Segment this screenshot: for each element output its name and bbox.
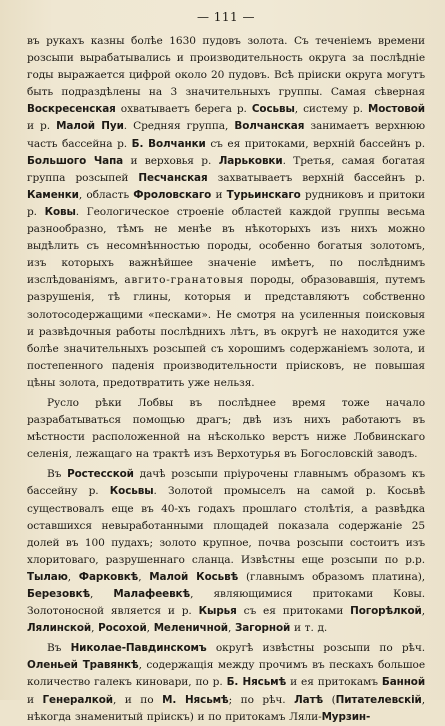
text-run: и р. — [27, 120, 57, 133]
place-name: Ростесской — [67, 468, 134, 481]
text-run: и верховья р. — [123, 154, 219, 167]
text-run: , содержащія между прочимъ въ пескахъ большое количество галекъ киновари, по р. — [27, 659, 425, 689]
text-run: Въ — [47, 642, 71, 655]
text-run: Въ — [47, 468, 68, 481]
text-run: . Средняя группа, — [123, 120, 235, 133]
place-name: Каменки — [27, 188, 79, 201]
text-run: и т. д. — [290, 622, 328, 635]
text-run: и — [211, 188, 227, 201]
place-name: Загорной — [234, 622, 291, 635]
text-run: съ ея притоками, верхній бассейнъ р. — [205, 137, 425, 150]
place-name: Росохой — [98, 622, 147, 635]
text-run: округѣ извѣстны розсыпи по рѣч. — [206, 642, 425, 655]
text-run: охватываетъ берега р. — [115, 103, 252, 116]
text-run: занимаетъ верхнюю часть бассейна р. — [27, 120, 425, 150]
text-run: ( — [323, 693, 336, 706]
text-run: , — [91, 622, 99, 635]
text-run: . Геологическое строеніе областей каждой группы весьма разнообразно, тѣмъ не менѣе въ нѣкоторыхъ изъ нихъ можно выдѣлить съ несомнѣнностью породы, особенно богатыя золотомъ, изъ которыхъ важнѣйшее значеніе имѣетъ, по послѣднимъ изслѣдованіямъ, — [27, 205, 425, 287]
text-run: , — [138, 570, 150, 583]
place-name: Кырья — [198, 605, 237, 618]
text-run: и — [27, 693, 43, 706]
text-run: , — [67, 570, 79, 583]
place-name: Б. Волчанки — [131, 137, 206, 150]
text-run: , являющимися притоками Ковы. Золотоносной является и р. — [27, 588, 425, 618]
place-name: Сосьвы — [251, 103, 295, 116]
place-name: Латѣ — [294, 693, 324, 706]
text-run: , систему р. — [294, 103, 368, 116]
text-run: дачѣ розсыпи пріурочены главнымъ образомъ къ бассейну р. — [27, 468, 425, 498]
place-name: Малой Пуи — [56, 120, 124, 133]
place-name: Песчанская — [138, 171, 208, 184]
text-run: и ея притокамъ — [286, 676, 382, 689]
place-name: Ковы — [44, 205, 76, 218]
place-name: Воскресенская — [27, 103, 116, 116]
place-name: Фроловскаго — [133, 188, 212, 201]
place-name: Банной — [381, 676, 425, 689]
place-name: Николае-Павдинскомъ — [70, 642, 207, 655]
text-run: въ рукахъ казны болѣе 1630 пудовъ золота. Съ теченіемъ времени розсыпи вырабатывались и производительность округа за послѣдніе годы выражается цифрой около 20 пудовъ. Всѣ пріиски округа могутъ быть подраздѣлены на 3 значительныхъ группы. Самая сѣверная — [27, 35, 425, 99]
spaced-term: авгито-гранатовыя — [124, 274, 244, 287]
page-number: — 111 — — [196, 10, 256, 24]
text-run: , — [146, 622, 154, 635]
place-name: Лялинской — [27, 622, 92, 635]
paragraph-3 — [27, 466, 425, 637]
text-run: Русло рѣки Лобвы въ послѣднее время тоже начало разрабатываться помощью драгъ; двѣ изъ нихъ работаютъ въ мѣстности расположенной на нѣсколько верстъ ниже Лобвинскаго селенія, лежащаго на трактѣ изъ Верхотурья въ Богословскій заводъ. — [27, 396, 425, 461]
place-name: Мостовой — [368, 103, 425, 116]
body-text — [27, 33, 425, 726]
text-run: , — [227, 622, 235, 635]
place-name: Оленьей Травянкѣ — [27, 659, 139, 672]
text-run: , — [90, 588, 114, 600]
place-name: Косьвы — [109, 485, 154, 498]
place-name: Березовкѣ — [27, 588, 91, 600]
place-name: Погорѣлкой — [350, 605, 422, 618]
paragraph-1 — [27, 33, 425, 392]
place-name: Меленичной — [153, 622, 228, 635]
text-run: (главнымъ образомъ платина), — [238, 570, 425, 583]
place-name: Турьинскаго — [226, 188, 301, 201]
place-name: Волчанская — [234, 120, 305, 133]
place-name: Питателевскій — [335, 693, 422, 706]
place-name: М. Нясьмѣ — [162, 693, 229, 706]
place-name: Тылаю — [27, 570, 68, 583]
text-run: . Третья, самая богатая группа розсыпей — [27, 154, 425, 184]
place-name: Большого Чапа — [27, 154, 124, 167]
paragraph-4 — [27, 640, 425, 725]
paragraph-2 — [27, 395, 425, 463]
place-name: Ларьковки — [218, 154, 283, 167]
place-name: Мурзин- — [321, 710, 371, 723]
text-run: , — [421, 605, 426, 618]
place-name: Малой Косьвѣ — [149, 570, 239, 583]
text-run: захватываетъ верхній бассейнъ р. — [207, 171, 425, 184]
text-run: породы, образовавшія, путемъ разрушенія, тѣ глины, которыя и представляютъ собственно золотосодержащими «песками». Не смотря на усиленныя поисковыя и развѣдочныя работы послѣднихъ лѣтъ, въ округѣ не находится уже болѣе значительныхъ розсыпей съ хорошимъ содержаніемъ золота, и постепенного паденія производительности пріисковъ, не повышая цѣны золота, предотвратить уже нельзя. — [27, 274, 425, 389]
text-run: , нѣкогда знаменитый пріискъ) и по притокамъ Ляли- — [27, 693, 425, 723]
text-run: . Золотой промыселъ на самой р. Косьвѣ существовалъ еще въ 40-хъ годахъ прошлаго столѣтія, а развѣдка оставшихся невыработанными площадей показала содержаніе 25 долей въ 100 пудахъ; золото крупное, почва розсыпи состоитъ изъ хлоритоваго, разрушеннаго сланца. Извѣстны еще розсыпи по р.р. — [27, 485, 425, 566]
text-run: , область — [78, 188, 134, 201]
place-name: Б. Нясьмѣ — [226, 676, 287, 689]
place-name: Фарковкѣ — [78, 570, 139, 583]
place-name: Генералкой — [42, 693, 113, 706]
text-run: съ ея притоками — [236, 605, 351, 618]
place-name: Малафеевкѣ — [113, 588, 191, 600]
text-run: ; по рѣч. — [228, 693, 295, 706]
text-run: , и по — [112, 693, 163, 706]
text-run: рудниковъ и притоки р. — [27, 188, 425, 218]
